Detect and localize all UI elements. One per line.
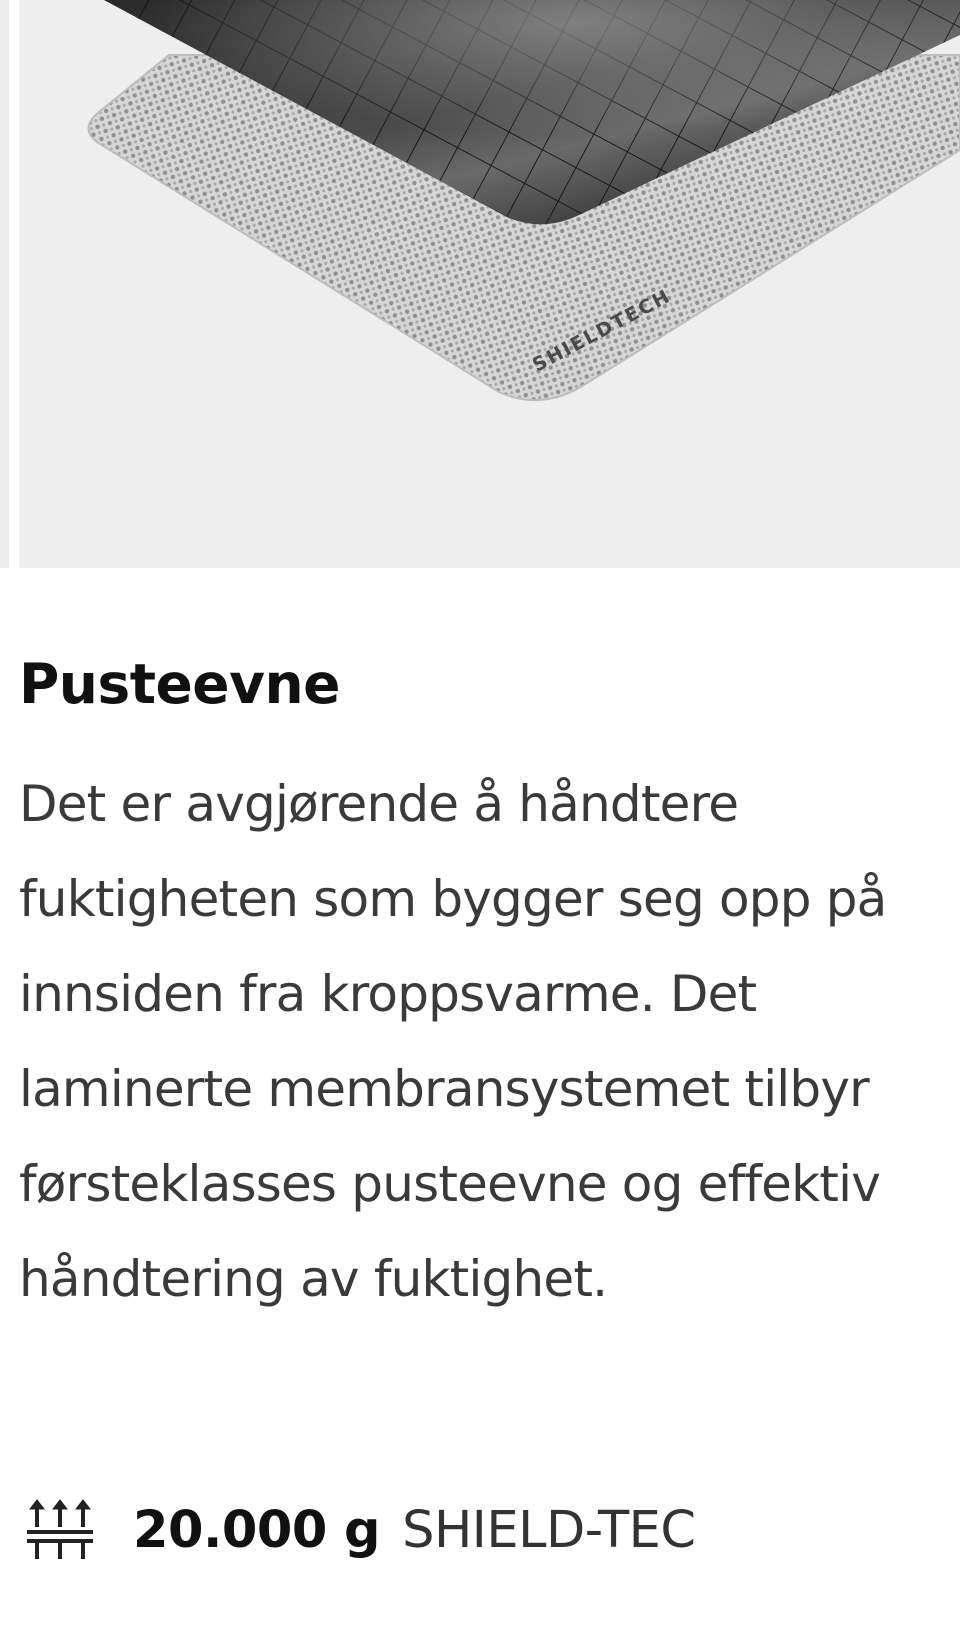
breathability-arrows-icon (25, 1495, 95, 1565)
brand-print-text: SHIELDTECH (529, 285, 675, 377)
breathability-value: 20.000 g (133, 1500, 381, 1560)
section-description: Det er avgjørende å håndtere fuktigheten som bygger seg opp på innsiden fra kroppsvarme. Det laminerte membransystemet tilbyr førsteklasses pusteevne og effektiv håndtering av fuktighet. (19, 775, 887, 1308)
technology-name: SHIELD-TEC (402, 1500, 696, 1560)
section-title: Pusteevne (19, 652, 340, 716)
previous-image-edge (0, 0, 9, 568)
membrane-layer-image (19, 0, 960, 568)
membrane-illustration (19, 0, 960, 568)
spec-row (25, 1495, 695, 1565)
